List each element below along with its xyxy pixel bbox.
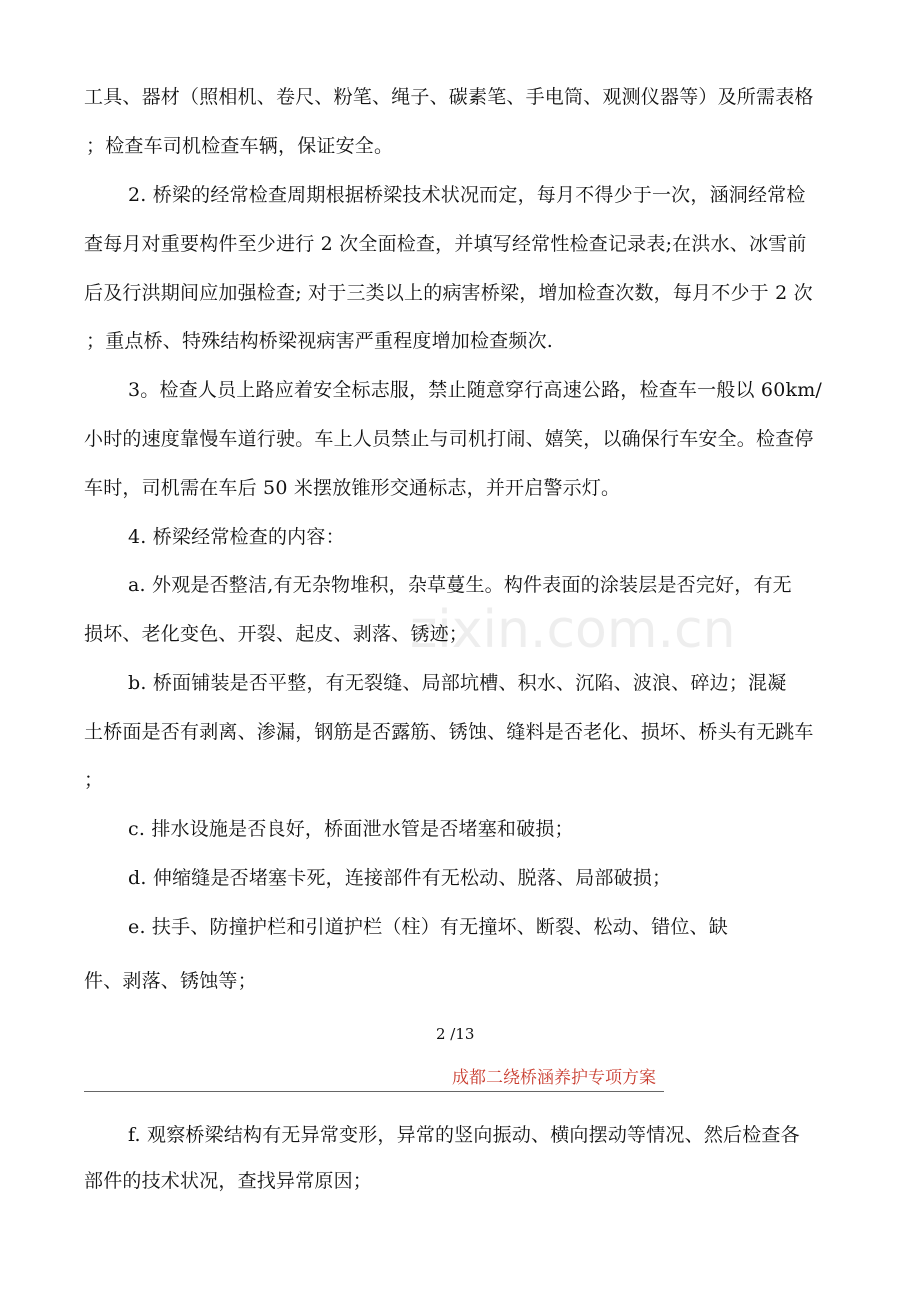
paragraph-line: 工具、器材（照相机、卷尺、粉笔、绳子、碳素笔、手电筒、观测仪器等）及所需表格 xyxy=(84,86,814,108)
header-divider xyxy=(84,1091,664,1092)
paragraph-line: 土桥面是否有剥离、渗漏，钢筋是否露筋、锈蚀、缝料是否老化、损坏、桥头有无跳车 xyxy=(84,721,814,743)
paragraph-line: c. 排水设施是否良好，桥面泄水管是否堵塞和破损； xyxy=(128,818,574,840)
paragraph-line: d. 伸缩缝是否堵塞卡死，连接部件有无松动、脱落、局部破损； xyxy=(128,867,672,889)
watermark: zixin.com.cn xyxy=(410,600,736,660)
paragraph-line: 2. 桥梁的经常检查周期根据桥梁技术状况而定，每月不得少于一次，涵洞经常检 xyxy=(128,184,806,206)
paragraph-line: a. 外观是否整洁,有无杂物堆积，杂草蔓生。构件表面的涂装层是否完好，有无 xyxy=(128,574,792,596)
paragraph-line: f. 观察桥梁结构有无异常变形，异常的竖向振动、横向摆动等情况、然后检查各 xyxy=(128,1124,800,1146)
paragraph-line: 查每月对重要构件至少进行 2 次全面检查，并填写经常性检查记录表;在洪水、冰雪前 xyxy=(84,233,807,255)
paragraph-line: 车时，司机需在车后 50 米摆放锥形交通标志，并开启警示灯。 xyxy=(84,477,621,499)
paragraph-line: ；重点桥、特殊结构桥梁视病害严重程度增加检查频次. xyxy=(86,330,554,352)
paragraph-line: 3。检查人员上路应着安全标志服，禁止随意穿行高速公路，检查车一般以 60km/ xyxy=(128,379,823,401)
document-header-title: 成都二绕桥涵养护专项方案 xyxy=(452,1068,656,1088)
paragraph-line: e. 扶手、防撞护栏和引道护栏（柱）有无撞坏、断裂、松动、错位、缺 xyxy=(128,916,728,938)
paragraph-line: 小时的速度靠慢车道行驶。车上人员禁止与司机打闹、嬉笑，以确保行车安全。检查停 xyxy=(84,428,814,450)
paragraph-line: ； xyxy=(84,769,104,791)
paragraph-line: 后及行洪期间应加强检查; 对于三类以上的病害桥梁，增加检查次数，每月不少于 2 次 xyxy=(84,282,813,304)
paragraph-line: 损坏、老化变色、开裂、起皮、剥落、锈迹； xyxy=(84,623,469,645)
paragraph-line: 部件的技术状况，查找异常原因； xyxy=(84,1170,373,1192)
paragraph-line: 4. 桥梁经常检查的内容： xyxy=(128,526,345,548)
paragraph-line: b. 桥面铺装是否平整，有无裂缝、局部坑槽、积水、沉陷、波浪、碎边；混凝 xyxy=(128,672,787,694)
paragraph-line: ；检查车司机检查车辆，保证安全。 xyxy=(86,135,394,157)
paragraph-line: 件、剥落、锈蚀等； xyxy=(84,970,257,992)
page-number: 2 /13 xyxy=(436,1025,475,1043)
